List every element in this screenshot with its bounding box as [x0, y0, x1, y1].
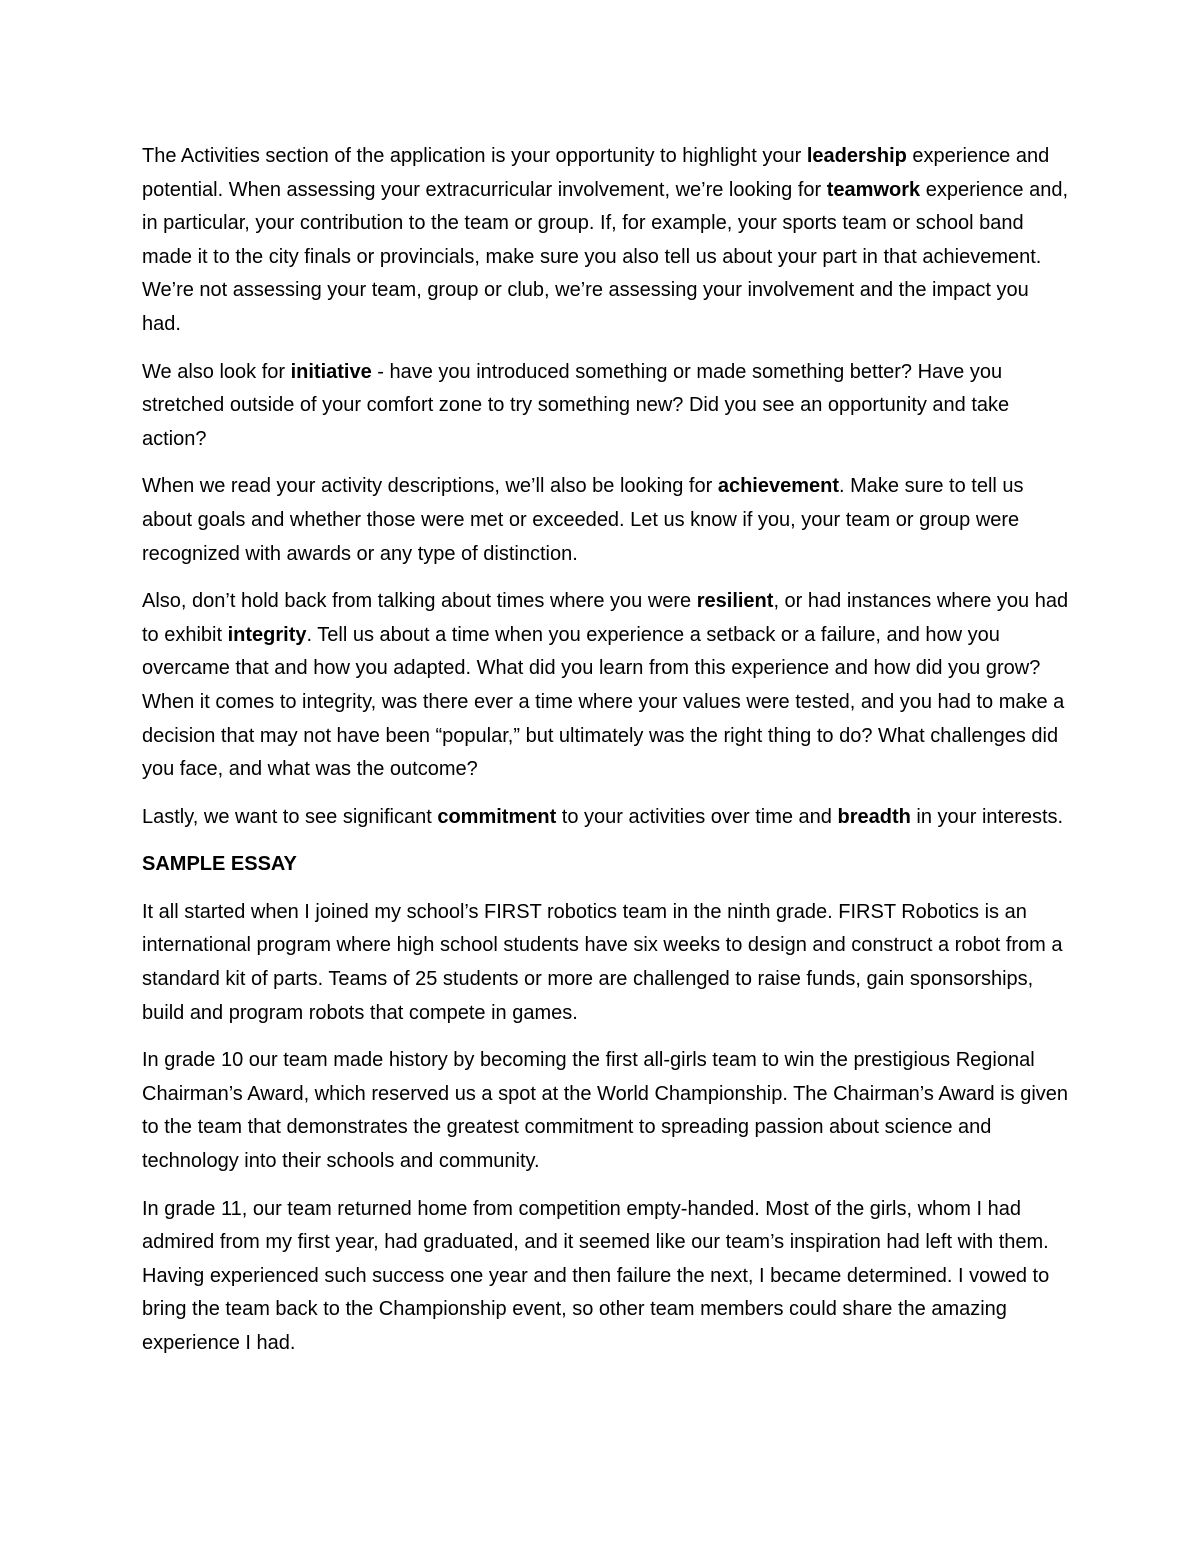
text-run: Also, don’t hold back from talking about times where you were: [142, 590, 697, 613]
text-run: in your interests.: [910, 805, 1064, 828]
paragraph-achievement: [142, 470, 1072, 571]
text-run: . Tell us about a time when you experience a setback or a failure, and how you overcame that and how you adapted. What did you learn from this experience and how did you grow? When it comes to integrity, was there ever a time where your values were tested, and you had to make a decision that may not have been “popular,” but ultimately was the right thing to do? What challenges did you face, and what was the outcome?: [142, 623, 1065, 781]
essay-paragraph-3: In grade 11, our team returned home from competition empty-handed. Most of the girls, whom I had admired from my first year, had graduated, and it seemed like our team’s inspiration had left with them. Having experienced such success one year and then failure the next, I became determined. I vowed to bring the team back to the Championship event, so other team members could share the amazing experience I had.: [142, 1197, 1050, 1354]
paragraph-leadership: [142, 140, 1072, 342]
text-run: The Activities section of the application is your opportunity to highlight your: [142, 145, 807, 167]
text-run: , or had instances where you had to exhibit: [142, 590, 1069, 646]
keyword-leadership: leadership: [806, 145, 907, 167]
keyword-initiative: initiative: [290, 360, 372, 383]
essay-paragraph-1: It all started when I joined my school’s FIRST robotics team in the ninth grade. FIRST Robotics is an international program where high school students have six weeks to design and construct a robot from a standard kit of parts. Teams of 25 students or more are challenged to raise funds, gain sponsorships, build and program robots that compete in games.: [142, 900, 1063, 1024]
paragraph-initiative: [142, 356, 1072, 457]
sample-essay-heading: SAMPLE ESSAY: [142, 853, 297, 876]
text-run: When we read your activity descriptions, we’ll also be looking for: [142, 475, 718, 498]
text-run: We also look for: [142, 360, 291, 383]
keyword-integrity: integrity: [227, 623, 307, 646]
text-run: to your activities over time and: [556, 805, 838, 828]
keyword-commitment: commitment: [437, 805, 557, 828]
essay-paragraph-2: In grade 10 our team made history by becoming the first all-girls team to win the prestigious Regional Chairman’s Award, which reserved us a spot at the World Championship. The Chairman’s Award is given to the team that demonstrates the greatest commitment to spreading passion about science and technology into their schools and community.: [142, 1049, 1069, 1173]
keyword-achievement: achievement: [717, 475, 839, 498]
text-run: experience and potential. When assessing your extracurricular involvement, we’re looking for: [142, 145, 1050, 201]
keyword-teamwork: teamwork: [826, 178, 921, 201]
paragraph-resilience-integrity: [142, 585, 1072, 787]
text-run: experience and, in particular, your contribution to the team or group. If, for example, your sports team or school band made it to the city finals or provincials, make sure you also tell us about your part in that achievement. We’re not assessing your team, group or club, we’re assessing your involvement and the impact you had.: [142, 178, 1069, 335]
document-page: [142, 140, 1072, 1375]
keyword-breadth: breadth: [837, 805, 911, 828]
text-run: Lastly, we want to see significant: [142, 805, 438, 828]
paragraph-commitment: [142, 801, 1072, 835]
text-run: - have you introduced something or made something better? Have you stretched outside of your comfort zone to try something new? Did you see an opportunity and take action?: [142, 360, 1010, 450]
text-run: . Make sure to tell us about goals and whether those were met or exceeded. Let us know if you, your team or group were recognized with awards or any type of distinction.: [142, 475, 1024, 565]
keyword-resilient: resilient: [696, 590, 774, 613]
